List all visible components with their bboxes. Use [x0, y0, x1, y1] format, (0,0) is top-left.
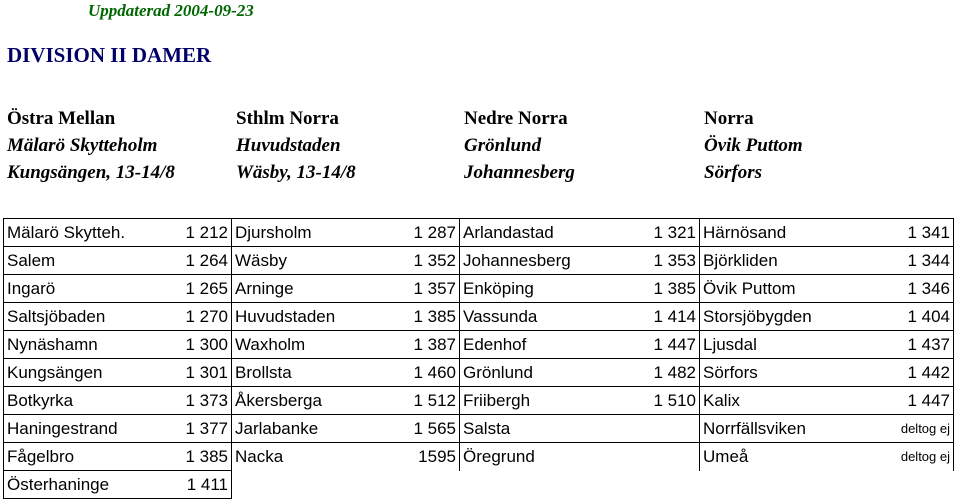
group-name: Nedre Norra	[464, 108, 568, 129]
updated-date: Uppdaterad 2004-09-23	[88, 1, 254, 20]
club-score: 1 353	[644, 247, 700, 275]
table-row	[4, 443, 954, 471]
club-score: 1 341	[868, 219, 954, 247]
club-score: 1 510	[644, 387, 700, 415]
table-row	[4, 219, 954, 247]
club-name: Nynäshamn	[4, 331, 176, 359]
group-name: Norra	[704, 108, 754, 129]
group-name: Östra Mellan	[7, 108, 116, 129]
club-score: 1 482	[644, 359, 700, 387]
club-name: Djursholm	[232, 219, 404, 247]
club-score: 1 357	[404, 275, 460, 303]
club-name: Mälarö Skytteh.	[4, 219, 176, 247]
group-nedre-norra	[464, 105, 694, 186]
club-name: Åkersberga	[232, 387, 404, 415]
club-score: deltog ej	[868, 443, 954, 471]
club-name: Brollsta	[232, 359, 404, 387]
empty-cell	[700, 471, 868, 499]
club-name: Arninge	[232, 275, 404, 303]
club-score	[644, 415, 700, 443]
empty-cell	[404, 471, 460, 499]
group-line2: Sörfors	[704, 162, 763, 183]
club-name: Saltsjöbaden	[4, 303, 176, 331]
club-name: Norrfällsviken	[700, 415, 868, 443]
club-name: Vassunda	[460, 303, 644, 331]
club-score: 1 321	[644, 219, 700, 247]
club-name: Edenhof	[460, 331, 644, 359]
club-score: 1 565	[404, 415, 460, 443]
club-score: 1 212	[176, 219, 232, 247]
club-score: 1 442	[868, 359, 954, 387]
club-score: 1 447	[644, 331, 700, 359]
club-score: deltog ej	[868, 415, 954, 443]
results-table	[3, 218, 954, 499]
club-score: 1 437	[868, 331, 954, 359]
group-line2: Kungsängen, 13-14/8	[7, 162, 175, 183]
club-score: 1 385	[176, 443, 232, 471]
club-score: 1 512	[404, 387, 460, 415]
group-line2: Johannesberg	[464, 162, 575, 183]
group-line1: Grönlund	[464, 135, 542, 156]
club-name: Ingarö	[4, 275, 176, 303]
club-name: Salsta	[460, 415, 644, 443]
club-name: Kungsängen	[4, 359, 176, 387]
club-score: 1 373	[176, 387, 232, 415]
club-score: 1 344	[868, 247, 954, 275]
club-score: 1595	[404, 443, 460, 471]
club-name: Waxholm	[232, 331, 404, 359]
club-name: Österhaninge	[4, 471, 176, 499]
group-line1: Huvudstaden	[236, 135, 341, 156]
empty-cell	[644, 471, 700, 499]
club-name: Storsjöbygden	[700, 303, 868, 331]
club-name: Öregrund	[460, 443, 644, 471]
club-name: Enköping	[460, 275, 644, 303]
club-score: 1 301	[176, 359, 232, 387]
group-sthlm-norra	[236, 105, 466, 186]
table-row	[4, 387, 954, 415]
club-name: Umeå	[700, 443, 868, 471]
club-name: Salem	[4, 247, 176, 275]
club-score: 1 300	[176, 331, 232, 359]
table-row	[4, 471, 954, 499]
division-title: DIVISION II DAMER	[7, 43, 212, 67]
club-score: 1 387	[404, 331, 460, 359]
empty-cell	[868, 471, 954, 499]
club-name: Grönlund	[460, 359, 644, 387]
club-name: Jarlabanke	[232, 415, 404, 443]
group-line2: Wäsby, 13-14/8	[236, 162, 356, 183]
empty-cell	[460, 471, 644, 499]
table-row	[4, 331, 954, 359]
club-name: Wäsby	[232, 247, 404, 275]
club-score: 1 265	[176, 275, 232, 303]
club-name: Arlandastad	[460, 219, 644, 247]
table-row	[4, 247, 954, 275]
club-name: Ljusdal	[700, 331, 868, 359]
club-score: 1 404	[868, 303, 954, 331]
club-score: 1 377	[176, 415, 232, 443]
club-name: Sörfors	[700, 359, 868, 387]
club-name: Johannesberg	[460, 247, 644, 275]
table-row	[4, 415, 954, 443]
club-name: Botkyrka	[4, 387, 176, 415]
club-score: 1 352	[404, 247, 460, 275]
empty-cell	[232, 471, 404, 499]
club-name: Härnösand	[700, 219, 868, 247]
table-row	[4, 359, 954, 387]
club-name: Kalix	[700, 387, 868, 415]
group-name: Sthlm Norra	[236, 108, 339, 129]
club-score: 1 447	[868, 387, 954, 415]
club-score: 1 385	[644, 275, 700, 303]
club-score: 1 287	[404, 219, 460, 247]
club-name: Haningestrand	[4, 415, 176, 443]
club-score: 1 270	[176, 303, 232, 331]
club-score: 1 411	[176, 471, 232, 499]
club-score: 1 346	[868, 275, 954, 303]
results-body	[4, 219, 954, 499]
club-name: Övik Puttom	[700, 275, 868, 303]
group-line1: Mälarö Skytteholm	[7, 135, 158, 156]
group-line1: Övik Puttom	[704, 135, 803, 156]
club-score: 1 414	[644, 303, 700, 331]
club-name: Björkliden	[700, 247, 868, 275]
club-score: 1 264	[176, 247, 232, 275]
club-score: 1 385	[404, 303, 460, 331]
table-row	[4, 275, 954, 303]
club-score: 1 460	[404, 359, 460, 387]
club-name: Friibergh	[460, 387, 644, 415]
group-ostra-mellan	[7, 105, 237, 186]
club-score	[644, 443, 700, 471]
group-norra	[704, 105, 934, 186]
club-name: Nacka	[232, 443, 404, 471]
club-name: Fågelbro	[4, 443, 176, 471]
club-name: Huvudstaden	[232, 303, 404, 331]
table-row	[4, 303, 954, 331]
